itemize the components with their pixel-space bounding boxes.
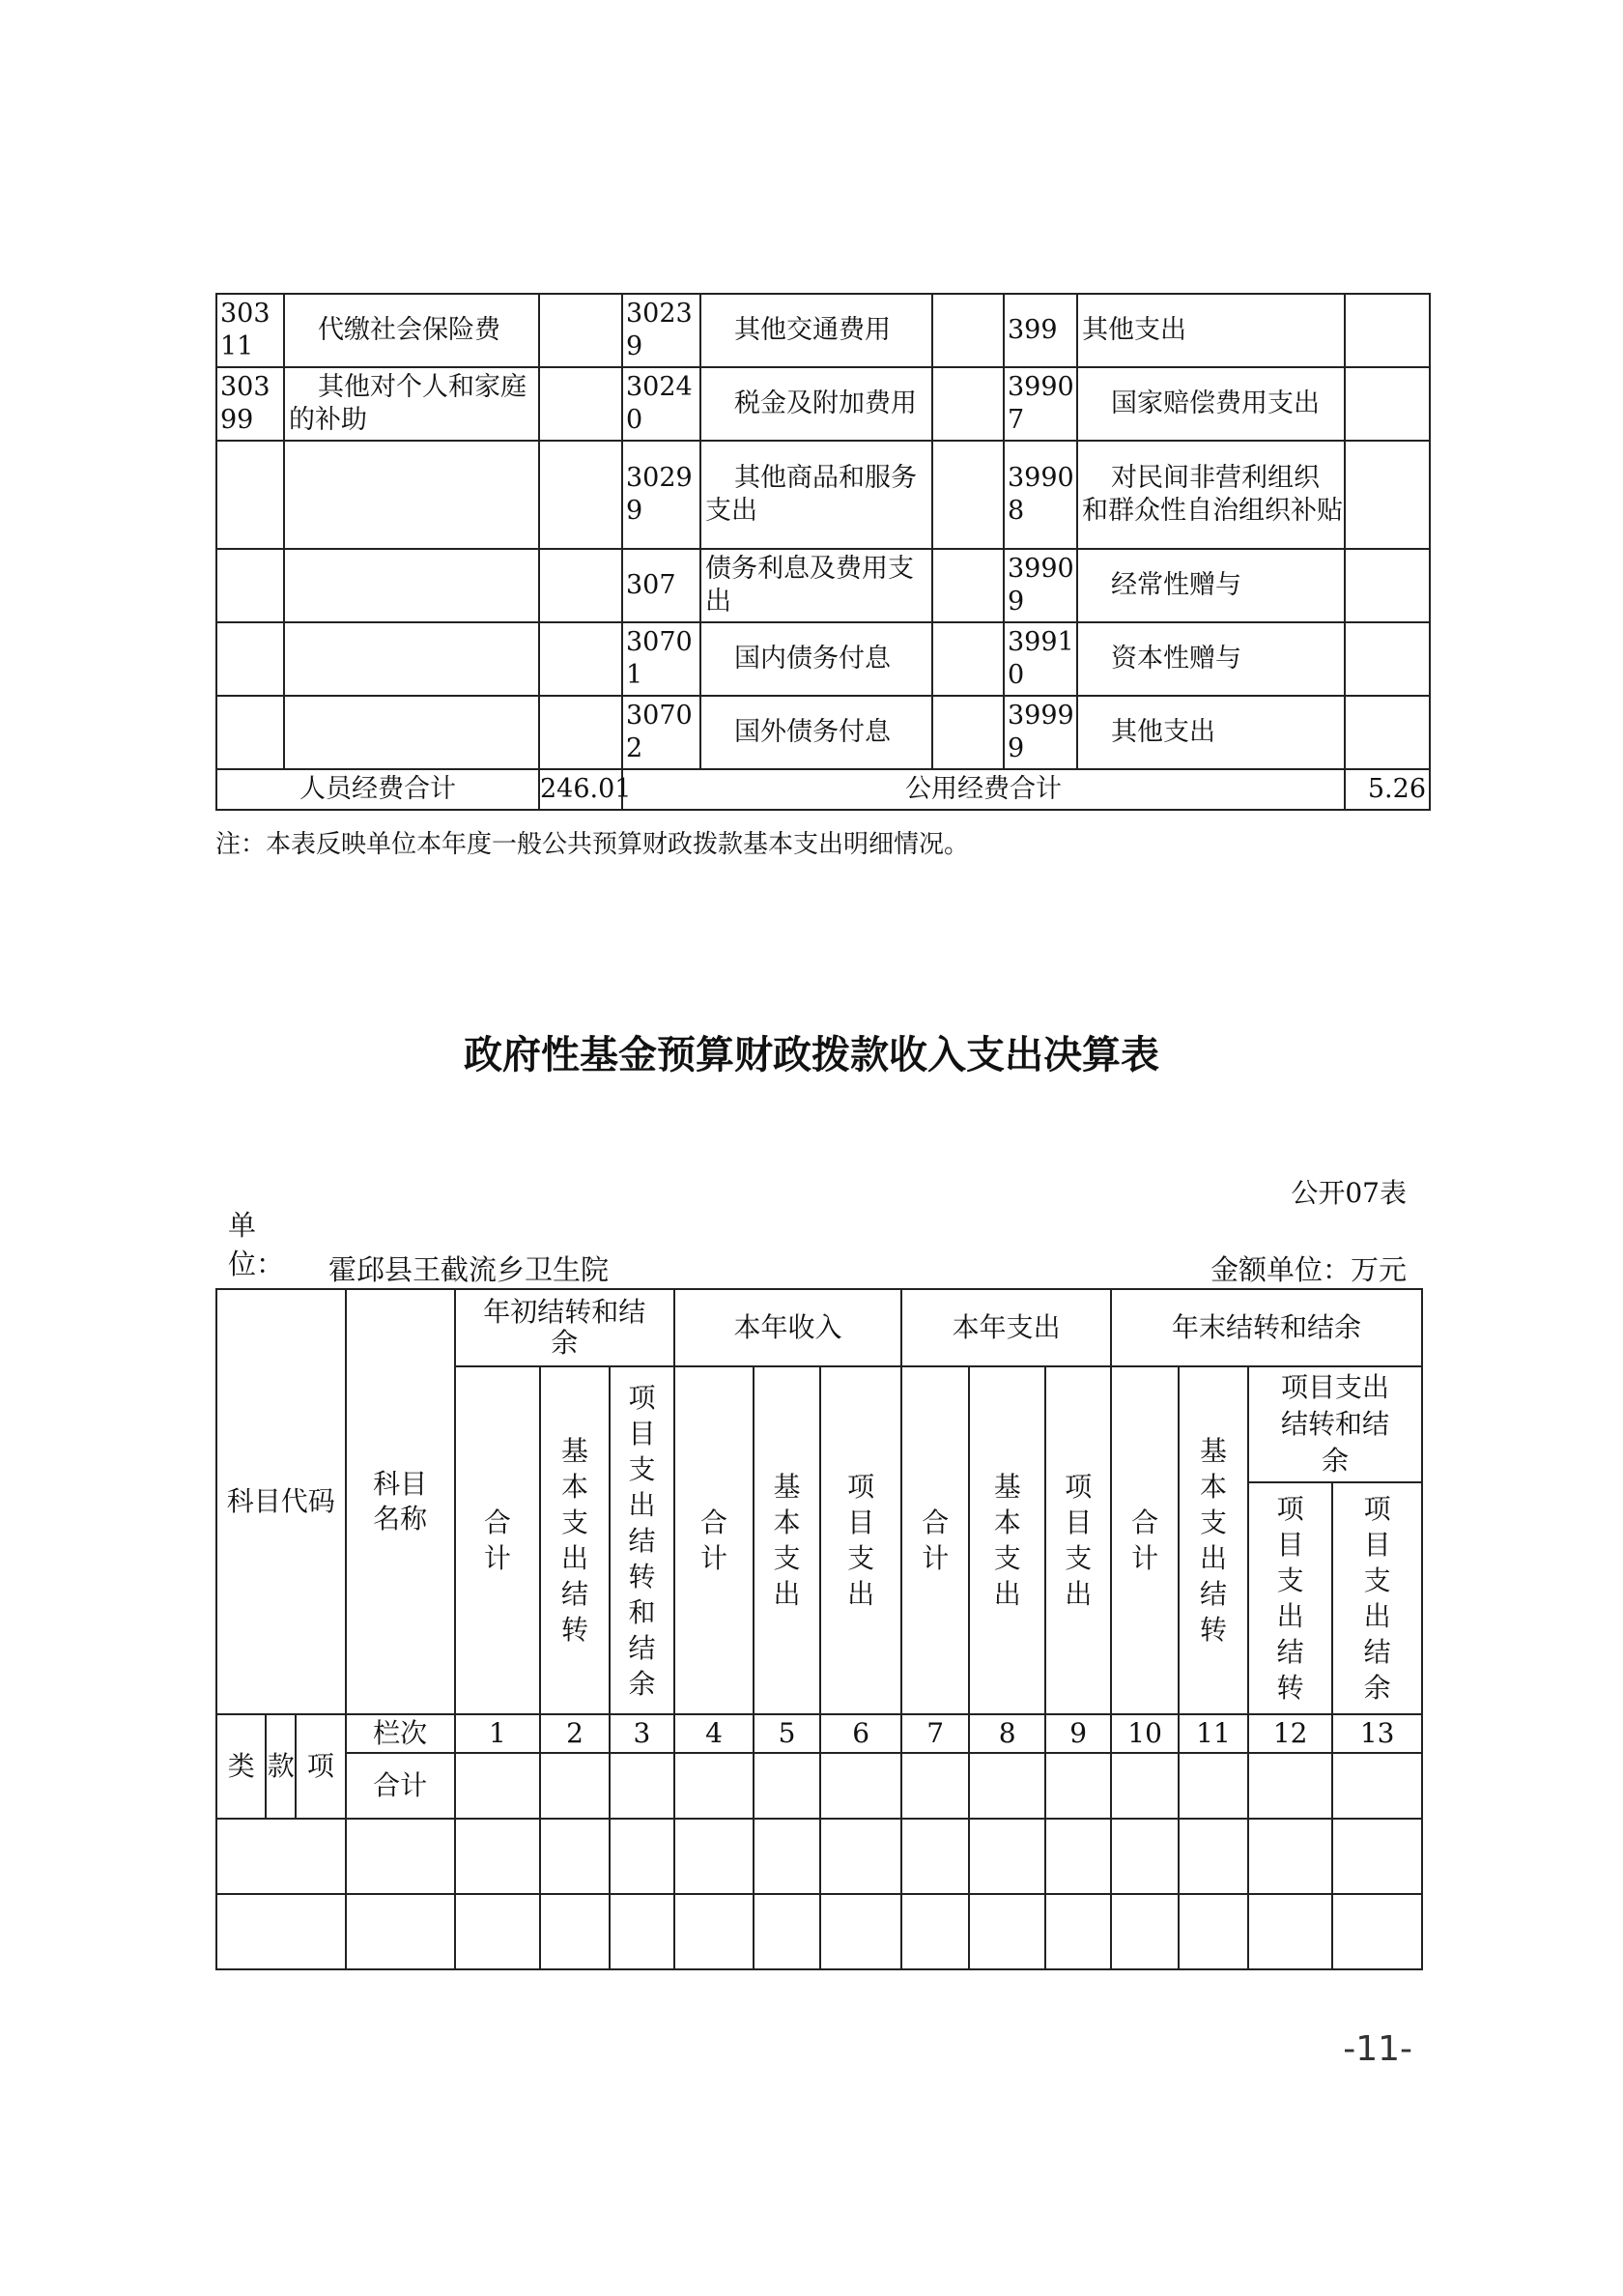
value-cell xyxy=(1332,1753,1422,1819)
total-row xyxy=(216,769,1430,810)
value-cell xyxy=(1111,1894,1179,1969)
column-number: 5 xyxy=(754,1714,820,1753)
t1-name: 资本性赠与 xyxy=(1077,622,1345,696)
table-number: 公开07表 xyxy=(1291,1177,1407,1209)
personnel-total-value: 246.01 xyxy=(539,769,622,810)
value-cell xyxy=(820,1819,901,1894)
value-cell xyxy=(674,1819,754,1894)
t1-name: 经常性赠与 xyxy=(1077,549,1345,622)
unit-name: 霍邱县王截流乡卫生院 xyxy=(328,1253,610,1286)
header-proj-carry-bal: 项目支出结转和结余 xyxy=(1248,1366,1422,1482)
personnel-total-label: 人员经费合计 xyxy=(216,769,539,810)
t1-amount xyxy=(1345,294,1430,367)
value-cell xyxy=(1248,1753,1332,1819)
t1-name xyxy=(284,549,539,622)
header-income: 本年收入 xyxy=(674,1289,901,1366)
column-number: 12 xyxy=(1248,1714,1332,1753)
value-cell xyxy=(1045,1753,1111,1819)
value-cell xyxy=(1248,1894,1332,1969)
t1-name: 国外债务付息 xyxy=(700,696,932,769)
value-cell xyxy=(1179,1894,1248,1969)
t1-amount xyxy=(1345,622,1430,696)
value-cell xyxy=(674,1894,754,1969)
value-cell xyxy=(540,1819,610,1894)
t1-name: 国家赔偿费用支出 xyxy=(1077,367,1345,441)
t1-amount xyxy=(1345,367,1430,441)
t1-name: 代缴社会保险费 xyxy=(284,294,539,367)
value-cell xyxy=(969,1894,1045,1969)
t1-name: 其他商品和服务支出 xyxy=(700,441,932,549)
t1-amount xyxy=(539,549,622,622)
value-cell xyxy=(754,1753,820,1819)
t1-code: 30702 xyxy=(622,696,700,769)
header-opening-balance: 年初结转和结余 xyxy=(455,1289,674,1366)
t1-name: 其他对个人和家庭的补助 xyxy=(284,367,539,441)
t1-amount xyxy=(932,367,1004,441)
header-basic-carry: 基本支出结转 xyxy=(540,1366,610,1714)
header-closing-balance: 年末结转和结余 xyxy=(1111,1289,1422,1366)
money-unit: 金额单位：万元 xyxy=(1210,1253,1407,1286)
value-cell xyxy=(610,1819,674,1894)
value-cell xyxy=(610,1753,674,1819)
column-number: 7 xyxy=(901,1714,969,1753)
value-cell xyxy=(1045,1894,1111,1969)
table-row xyxy=(216,696,1430,769)
table-row xyxy=(216,294,1430,367)
column-number: 6 xyxy=(820,1714,901,1753)
column-number: 8 xyxy=(969,1714,1045,1753)
column-number: 11 xyxy=(1179,1714,1248,1753)
t1-code: 30299 xyxy=(622,441,700,549)
column-number: 3 xyxy=(610,1714,674,1753)
value-cell xyxy=(969,1819,1045,1894)
t1-code xyxy=(216,696,284,769)
header-xiang: 项 xyxy=(296,1714,345,1819)
page-title: 政府性基金预算财政拨款收入支出决算表 xyxy=(464,1033,1159,1077)
table-row xyxy=(216,1894,1422,1969)
t1-amount xyxy=(539,696,622,769)
t1-name xyxy=(284,622,539,696)
t1-code xyxy=(216,549,284,622)
column-number: 1 xyxy=(455,1714,540,1753)
t1-amount xyxy=(1345,696,1430,769)
header-total: 合计 xyxy=(1111,1366,1179,1714)
t1-amount xyxy=(539,441,622,549)
value-cell xyxy=(969,1753,1045,1819)
value-cell xyxy=(820,1894,901,1969)
header-name: 科目名称 xyxy=(346,1289,455,1714)
t1-code: 30311 xyxy=(216,294,284,367)
t1-amount xyxy=(539,294,622,367)
t1-name: 对民间非营利组织和群众性自治组织补贴 xyxy=(1077,441,1345,549)
t1-code: 399 xyxy=(1004,294,1077,367)
value-cell xyxy=(1111,1753,1179,1819)
value-cell xyxy=(455,1894,540,1969)
value-cell xyxy=(540,1894,610,1969)
t1-code: 30399 xyxy=(216,367,284,441)
value-cell xyxy=(1179,1753,1248,1819)
value-cell xyxy=(754,1819,820,1894)
value-cell xyxy=(674,1753,754,1819)
header-lanci: 栏次 xyxy=(346,1714,455,1753)
value-cell xyxy=(1332,1819,1422,1894)
table-row xyxy=(216,549,1430,622)
page-number: -11- xyxy=(1343,2029,1412,2069)
header-kuan: 款 xyxy=(266,1714,296,1819)
value-cell xyxy=(455,1753,540,1819)
header-proj-carry: 项目支出结转 xyxy=(1248,1482,1332,1714)
value-cell xyxy=(1111,1819,1179,1894)
value-cell xyxy=(820,1753,901,1819)
value-cell xyxy=(455,1819,540,1894)
header-basic-carry: 基本支出结转 xyxy=(1179,1366,1248,1714)
header-total: 合计 xyxy=(674,1366,754,1714)
header-total: 合计 xyxy=(901,1366,969,1714)
t1-name: 国内债务付息 xyxy=(700,622,932,696)
t1-amount xyxy=(932,294,1004,367)
table-row xyxy=(216,622,1430,696)
value-cell xyxy=(1045,1819,1111,1894)
header-total: 合计 xyxy=(455,1366,540,1714)
t1-code: 39910 xyxy=(1004,622,1077,696)
t1-amount xyxy=(932,622,1004,696)
t1-name: 债务利息及费用支出 xyxy=(700,549,932,622)
t1-code: 30239 xyxy=(622,294,700,367)
value-cell xyxy=(1248,1819,1332,1894)
value-cell xyxy=(1179,1819,1248,1894)
expenditure-detail-table xyxy=(215,293,1431,811)
t1-code: 39909 xyxy=(1004,549,1077,622)
t1-amount xyxy=(1345,549,1430,622)
value-cell xyxy=(901,1753,969,1819)
t1-amount xyxy=(932,441,1004,549)
table-row xyxy=(216,367,1430,441)
t1-code: 39907 xyxy=(1004,367,1077,441)
t1-code: 30701 xyxy=(622,622,700,696)
t1-code: 39908 xyxy=(1004,441,1077,549)
t1-amount xyxy=(1345,441,1430,549)
t1-name xyxy=(284,441,539,549)
t1-name: 其他交通费用 xyxy=(700,294,932,367)
t1-amount xyxy=(539,622,622,696)
table-note: 注：本表反映单位本年度一般公共预算财政拨款基本支出明细情况。 xyxy=(215,830,970,859)
t1-name xyxy=(284,696,539,769)
t1-code: 307 xyxy=(622,549,700,622)
t1-amount xyxy=(932,549,1004,622)
header-proj: 项目支出 xyxy=(820,1366,901,1714)
header-proj: 项目支出 xyxy=(1045,1366,1111,1714)
unit-label: 单位： xyxy=(228,1209,285,1280)
t1-name: 税金及附加费用 xyxy=(700,367,932,441)
header-lei: 类 xyxy=(216,1714,266,1819)
public-total-value: 5.26 xyxy=(1345,769,1430,810)
value-cell xyxy=(901,1894,969,1969)
row-heji: 合计 xyxy=(346,1753,455,1819)
value-cell xyxy=(1332,1894,1422,1969)
table-row xyxy=(216,441,1430,549)
gov-fund-table xyxy=(215,1288,1423,1970)
t1-name: 其他支出 xyxy=(1077,696,1345,769)
header-expenditure: 本年支出 xyxy=(901,1289,1111,1366)
public-total-label: 公用经费合计 xyxy=(622,769,1345,810)
header-proj-carry-bal: 项目支出结转和结余 xyxy=(610,1366,674,1714)
t1-code xyxy=(216,441,284,549)
value-cell xyxy=(610,1894,674,1969)
header-code: 科目代码 xyxy=(216,1289,346,1714)
column-number: 10 xyxy=(1111,1714,1179,1753)
value-cell xyxy=(754,1894,820,1969)
t1-code: 30240 xyxy=(622,367,700,441)
t1-name: 其他支出 xyxy=(1077,294,1345,367)
value-cell xyxy=(540,1753,610,1819)
header-basic: 基本支出 xyxy=(969,1366,1045,1714)
value-cell xyxy=(901,1819,969,1894)
header-proj-bal: 项目支出结余 xyxy=(1332,1482,1422,1714)
column-number: 4 xyxy=(674,1714,754,1753)
column-number: 2 xyxy=(540,1714,610,1753)
t1-amount xyxy=(539,367,622,441)
header-basic: 基本支出 xyxy=(754,1366,820,1714)
t1-code: 39999 xyxy=(1004,696,1077,769)
table-row xyxy=(216,1819,1422,1894)
column-number: 9 xyxy=(1045,1714,1111,1753)
t1-amount xyxy=(932,696,1004,769)
t1-code xyxy=(216,622,284,696)
column-number: 13 xyxy=(1332,1714,1422,1753)
